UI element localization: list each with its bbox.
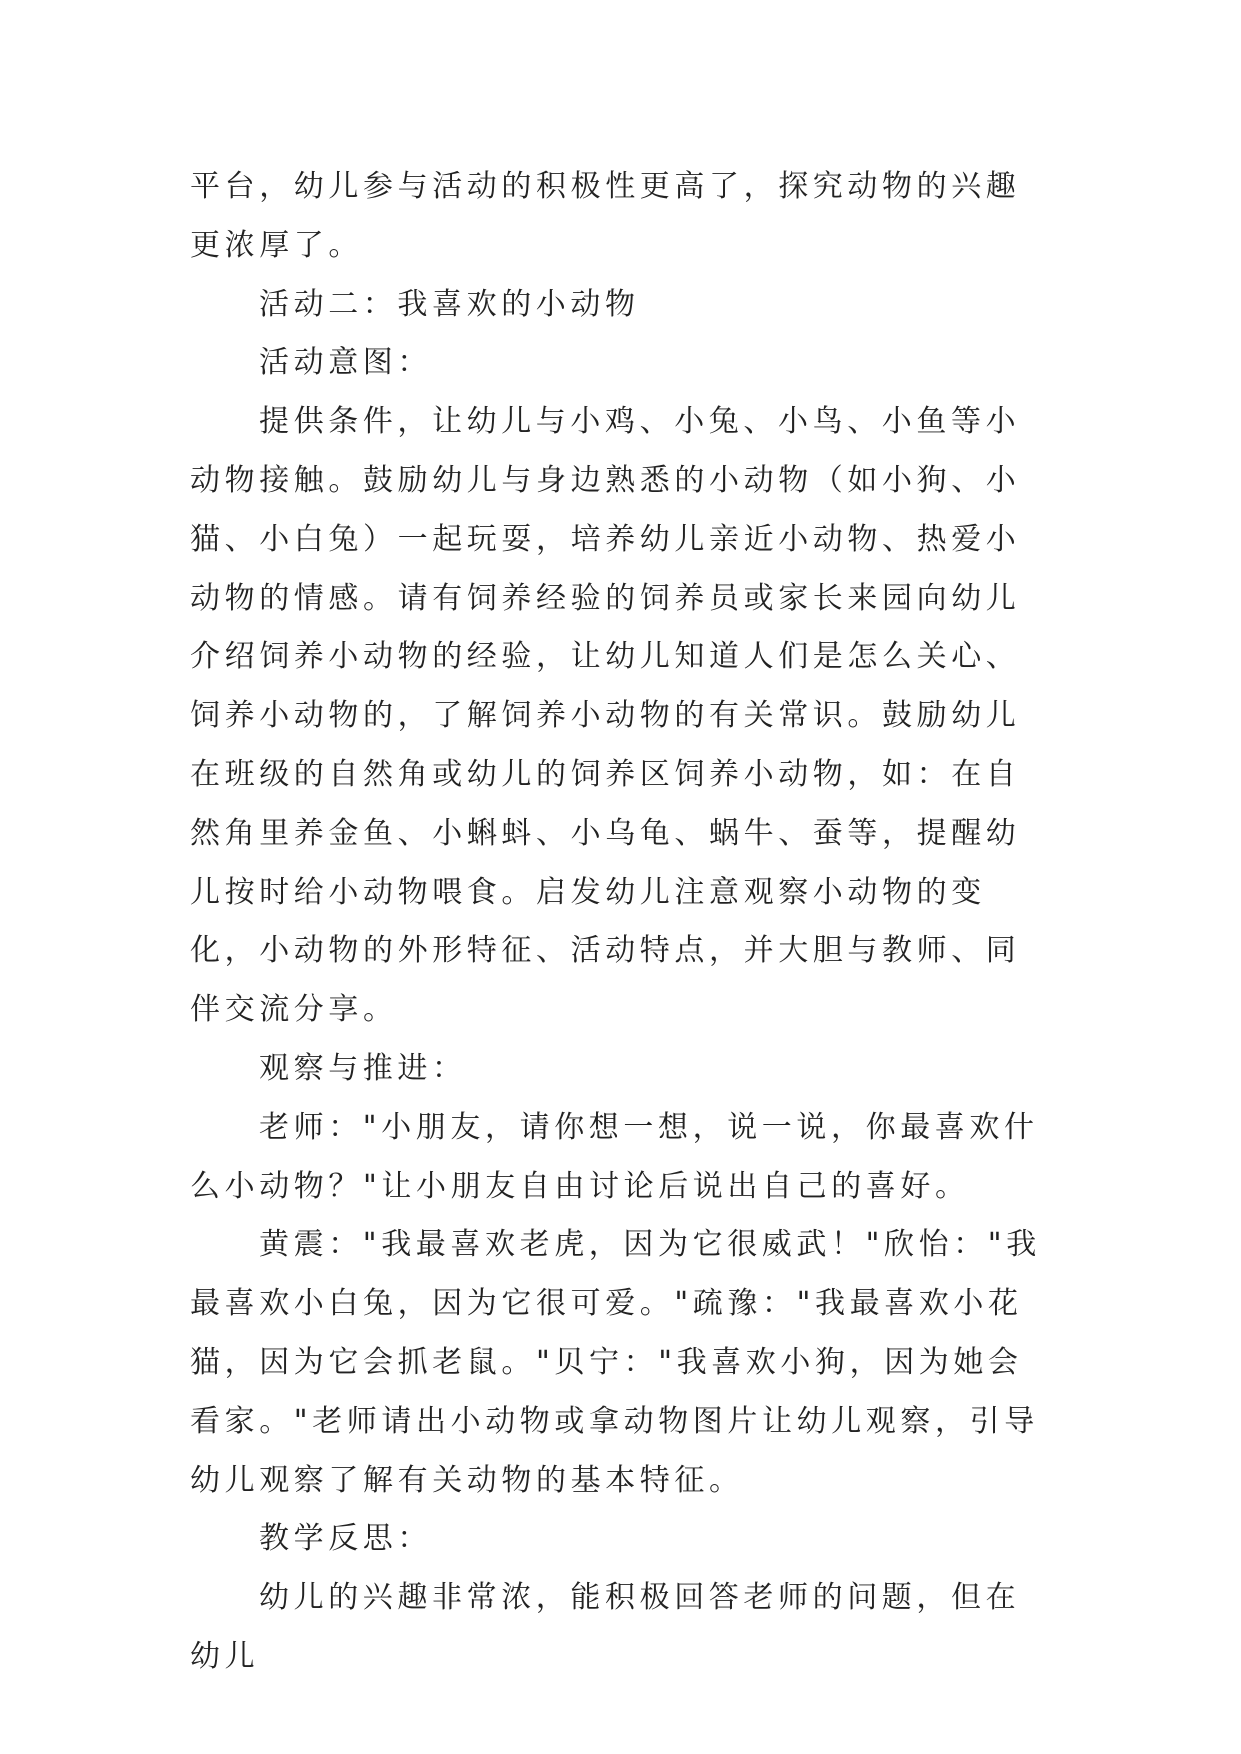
section-label-reflection: 教学反思： [259, 1521, 432, 1557]
activity-heading: 活动二：我喜欢的小动物 [259, 286, 640, 322]
paragraph-reflection: 幼儿的兴趣非常浓，能积极回答老师的问题，但在幼儿 [190, 1580, 1021, 1674]
section-label-observation: 观察与推进： [259, 1050, 467, 1086]
paragraph-children-answers: 黄震："我最喜欢老虎，因为它很威武！"欣怡："我最喜欢小白兔，因为它很可爱。"疏豫："我最喜欢小花猫，因为它会抓老鼠。"贝宁："我喜欢小狗，因为她会看家。"老师请出小动物或拿动物图片让幼儿观察，引导幼儿观察了解有关动物的基本特征。 [190, 1227, 1041, 1498]
paragraph-continuation: 平台，幼儿参与活动的积极性更高了，探究动物的兴趣更浓厚了。 [190, 169, 1021, 263]
paragraph-teacher-question: 老师："小朋友，请你想一想，说一说，你最喜欢什么小动物？"让小朋友自由讨论后说出自己的喜好。 [190, 1109, 1039, 1204]
paragraph-intent: 提供条件，让幼儿与小鸡、小兔、小鸟、小鱼等小动物接触。鼓励幼儿与身边熟悉的小动物（如小狗、小猫、小白兔）一起玩耍，培养幼儿亲近小动物、热爱小动物的情感。请有饲养经验的饲养员或家长来园向幼儿介绍饲养小动物的经验，让幼儿知道人们是怎么关心、饲养小动物的，了解饲养小动物的有关常识。鼓励幼儿在班级的自然角或幼儿的饲养区饲养小动物，如：在自然角里养金鱼、小蝌蚪、小乌龟、蜗牛、蚕等，提醒幼儿按时给小动物喂食。启发幼儿注意观察小动物的变化，小动物的外形特征、活动特点，并大胆与教师、同伴交流分享。 [190, 404, 1021, 1028]
body-text [190, 158, 1050, 1687]
section-label-intent: 活动意图： [259, 345, 432, 381]
